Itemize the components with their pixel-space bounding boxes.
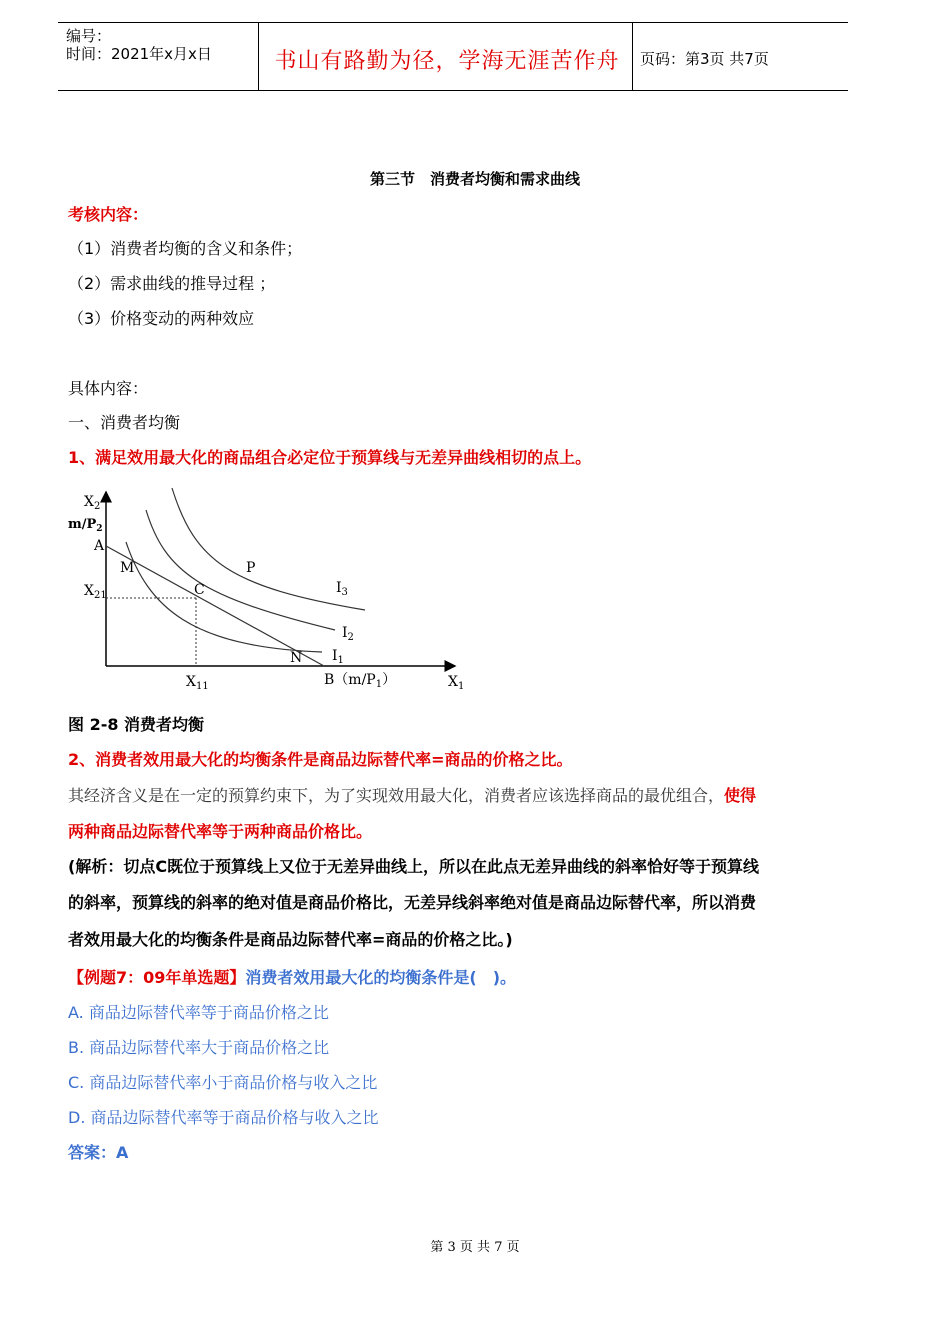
header-time-label: 时间：2021年x月x日 (66, 45, 212, 63)
header-motto: 书山有路勤为径，学海无涯苦作舟 (274, 49, 620, 74)
i1-label-sub: 1 (337, 655, 344, 666)
header-divider-left (258, 22, 259, 90)
point-a-label: A (94, 538, 105, 554)
indifference-curve-i2 (146, 510, 335, 630)
svg-text:B（m/P1） (324, 672, 396, 690)
svg-text:X1 (448, 674, 464, 692)
i3-label: I (336, 580, 342, 596)
header-bottom-border (58, 90, 848, 91)
header-divider-right (632, 22, 633, 90)
part-one-heading: 一、消费者均衡 (68, 413, 181, 432)
header-number-label: 编号： (66, 27, 112, 45)
figure-caption: 图 2-8 消费者均衡 (68, 715, 205, 734)
section-title: 第三节 消费者均衡和需求曲线 (369, 170, 580, 188)
meaning-line-1-emphasis: 使得 (724, 786, 757, 805)
example-answer: 答案：A (68, 1143, 129, 1162)
specific-heading: 具体内容： (68, 379, 149, 398)
meaning-line-2: 两种商品边际替代率等于两种商品价格比。 (68, 822, 373, 841)
point-one: 1、满足效用最大化的商品组合必定位于预算线与无差异曲线相切的点上。 (68, 448, 592, 467)
x21-label-sub: 21 (93, 590, 107, 601)
indifference-curve-i1 (126, 542, 322, 652)
svg-text:X11 (186, 674, 209, 692)
i2-label: I (342, 625, 348, 641)
y-intercept-label-sub: 2 (96, 524, 103, 534)
example-option: C. 商品边际替代率小于商品价格与收入之比 (68, 1073, 378, 1092)
analysis-line: 者效用最大化的均衡条件是商品边际替代率=商品的价格之比。) (68, 930, 513, 949)
header-page-code: 页码：第3页 共7页 (640, 50, 769, 68)
x-axis-label: X (448, 674, 458, 690)
example-question-text: 消费者效用最大化的均衡条件是( )。 (245, 968, 517, 987)
example-question (68, 967, 516, 989)
page-footer: 第 3 页 共 7 页 (430, 1240, 520, 1255)
example-option: B. 商品边际替代率大于商品价格之比 (68, 1038, 330, 1057)
point-m-label: M (120, 560, 135, 576)
i3-label-sub: 3 (341, 587, 348, 598)
x21-label: X (84, 583, 94, 599)
header-top-border (58, 22, 848, 23)
analysis-line: (解析：切点C既位于预算线上又位于无差异曲线上，所以在此点无差异曲线的斜率恰好等于预算线 (68, 857, 760, 876)
b-label-sub: 1 (375, 679, 383, 690)
example-option: D. 商品边际替代率等于商品价格与收入之比 (68, 1108, 379, 1127)
b-label: B（m/P (324, 672, 376, 688)
i2-label-sub: 2 (347, 632, 354, 643)
x11-label-sub: 11 (195, 681, 209, 692)
analysis-line: 的斜率，预算线的斜率的绝对值是商品价格比，无差异线斜率绝对值是商品边际替代率，所以消费 (68, 893, 757, 912)
meaning-line-1-text: 其经济含义是在一定的预算约束下，为了实现效用最大化，消费者应该选择商品的最优组合， (68, 786, 725, 805)
x11-label: X (186, 674, 196, 690)
svg-text:I2 (342, 625, 354, 643)
meaning-line-1 (68, 785, 756, 807)
svg-text:m/P2 (68, 517, 103, 534)
y-axis-label-sub: 2 (93, 501, 101, 512)
svg-text:I3 (336, 580, 348, 598)
assessment-heading: 考核内容： (68, 205, 149, 224)
budget-line (106, 546, 324, 666)
b-label-end: ） (382, 672, 397, 688)
assessment-item: （2）需求曲线的推导过程 ； (68, 274, 276, 293)
example-option: A. 商品边际替代率等于商品价格之比 (68, 1003, 329, 1022)
svg-text:I1 (332, 648, 344, 666)
x-axis-label-sub: 1 (457, 681, 465, 692)
i1-label: I (332, 648, 338, 664)
point-n-label: N (290, 650, 303, 666)
svg-text:X2 (84, 494, 100, 512)
assessment-item: （1）消费者均衡的含义和条件； (68, 239, 303, 258)
point-two: 2、消费者效用最大化的均衡条件是商品边际替代率=商品的价格之比。 (68, 750, 573, 769)
y-axis-label: X (84, 494, 94, 510)
y-intercept-label: m/P (68, 517, 97, 532)
assessment-item: （3）价格变动的两种效应 (68, 309, 255, 328)
svg-text:X21 (84, 583, 107, 601)
point-p-label: P (246, 560, 256, 576)
consumer-equilibrium-figure (60, 482, 480, 697)
example-tag: 【例题7：09年单选题】 (68, 968, 246, 987)
point-c-label: C (194, 582, 205, 598)
